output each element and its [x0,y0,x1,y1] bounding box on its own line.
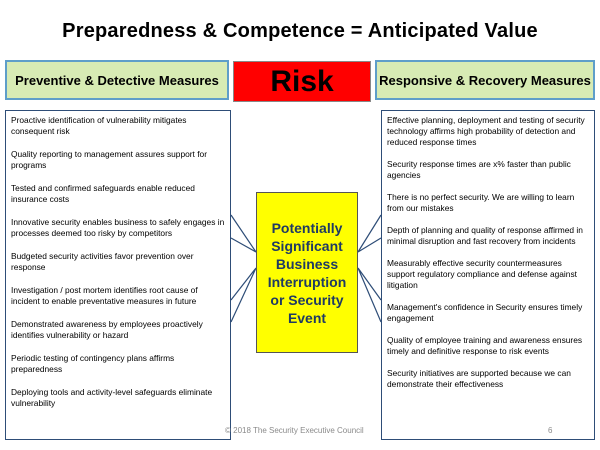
list-item: Security initiatives are supported because we can demonstrate their effectiveness [387,368,571,389]
left-upper-arrow [231,215,256,252]
list-item: Deploying tools and activity-level safeguards eliminate vulnerability [11,387,213,408]
list-item: Periodic testing of contingency plans affirms preparedness [11,353,175,374]
list-item: Depth of planning and quality of response affirmed in minimal disruption and fast recovery from incidents [387,225,583,246]
slide-title: Preparedness & Competence = Anticipated Value [62,20,538,42]
list-item: Security response times are x% faster than public agencies [387,159,571,180]
preventive-header: Preventive & Detective Measures [5,60,229,100]
risk-header: Risk [233,61,371,102]
list-item: Investigation / post mortem identifies root cause of incident to enable preventative measures in future [11,285,198,306]
responsive-header: Responsive & Recovery Measures [375,60,595,100]
list-item: Innovative security enables business to safely engages in processes deemed too risky by competitors [11,217,225,238]
list-item: Demonstrated awareness by employees proactively identifies vulnerability or hazard [11,319,203,340]
list-item: Management's confidence in Security ensures timely engagement [387,302,583,323]
list-item: Budgeted security activities favor prevention over response [11,251,194,272]
right-upper-arrow [358,215,381,252]
list-item: Quality reporting to management assures support for programs [11,149,207,170]
list-item: Quality of employee training and awareness ensures timely and definitive response to risk events [387,335,583,356]
list-item: Effective planning, deployment and testing of security technology affirms high probability of detection and reduced response times [387,115,585,147]
page-number: 6 [548,426,553,435]
list-item: Measurably effective security countermeasures support regulatory compliance and defense against litigation [387,258,577,290]
center-event-box: Potentially Significant Business Interruption or Security Event [256,192,358,353]
right-lower-arrow [358,268,381,322]
copyright-footer: © 2018 The Security Executive Council [225,426,364,435]
list-item: Tested and confirmed safeguards enable reduced insurance costs [11,183,195,204]
list-item: Proactive identification of vulnerability mitigates consequent risk [11,115,187,136]
list-item: There is no perfect security. We are willing to learn from our mistakes [387,192,575,213]
left-lower-arrow [231,268,256,322]
